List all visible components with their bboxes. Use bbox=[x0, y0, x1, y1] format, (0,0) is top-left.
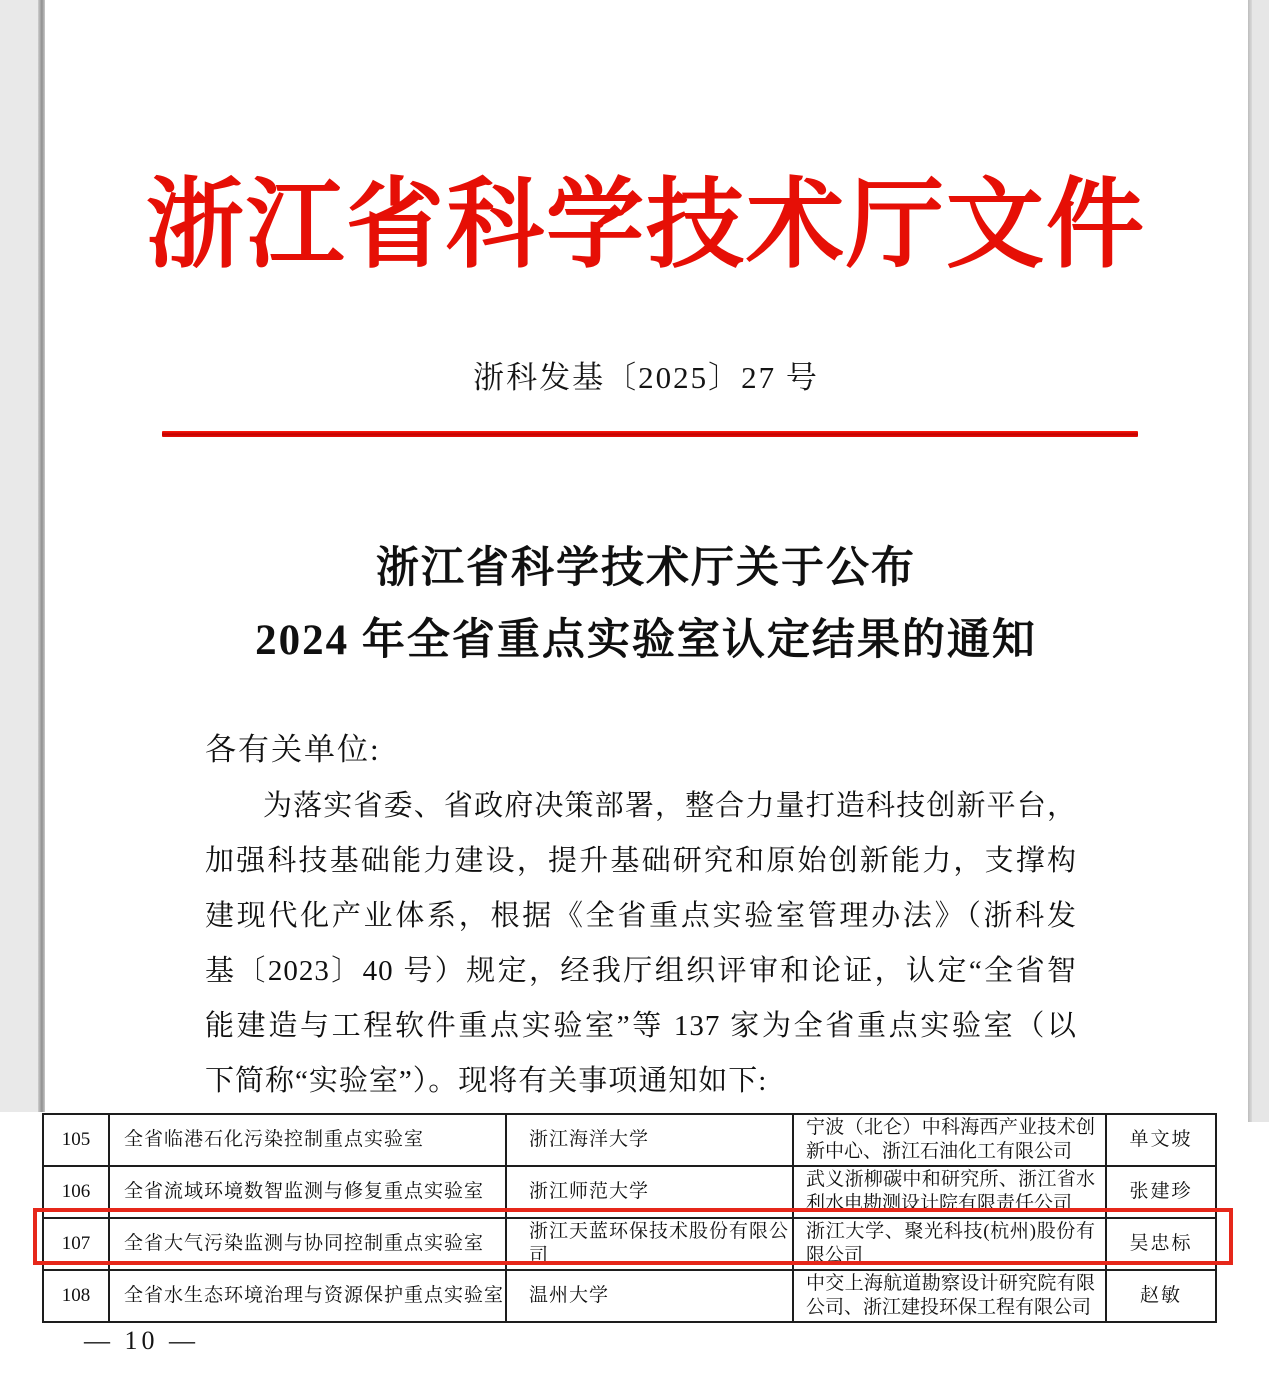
cell-director: 赵敏 bbox=[1106, 1270, 1216, 1322]
cell-director: 张建珍 bbox=[1106, 1166, 1216, 1218]
body-line: 建现代化产业体系，根据《全省重点实验室管理办法》（浙科发 bbox=[205, 900, 1077, 932]
cell-director: 单文坡 bbox=[1106, 1114, 1216, 1166]
cell-director: 吴忠标 bbox=[1106, 1218, 1216, 1270]
table-row bbox=[43, 1166, 1216, 1218]
body-line: 加强科技基础能力建设，提升基础研究和原始创新能力，支撑构 bbox=[205, 845, 1077, 877]
page-edge-shadow-right bbox=[1248, 0, 1252, 1122]
cell-no: 107 bbox=[43, 1218, 109, 1270]
cell-institution: 浙江天蓝环保技术股份有限公司 bbox=[506, 1218, 793, 1270]
table-row-highlighted bbox=[43, 1218, 1216, 1270]
cell-partners: 浙江大学、聚光科技(杭州)股份有限公司 bbox=[793, 1218, 1106, 1270]
salutation: 各有关单位: bbox=[205, 732, 381, 767]
cell-no: 108 bbox=[43, 1270, 109, 1322]
body-line: 基〔2023〕40 号）规定，经我厅组织评审和论证，认定“全省智 bbox=[205, 955, 1077, 987]
cell-partners: 宁波（北仑）中科海西产业技术创新中心、浙江石油化工有限公司 bbox=[793, 1114, 1106, 1166]
labs-table bbox=[42, 1113, 1217, 1323]
notice-title-line1: 浙江省科学技术厅关于公布 bbox=[376, 545, 916, 592]
cell-institution: 温州大学 bbox=[506, 1270, 793, 1322]
cell-institution: 浙江师范大学 bbox=[506, 1166, 793, 1218]
cell-no: 105 bbox=[43, 1114, 109, 1166]
cell-partners: 武义浙柳碳中和研究所、浙江省水利水电勘测设计院有限责任公司 bbox=[793, 1166, 1106, 1218]
doc-number: 浙科发基〔2025〕27 号 bbox=[473, 360, 819, 395]
cell-partners: 中交上海航道勘察设计研究院有限公司、浙江建投环保工程有限公司 bbox=[793, 1270, 1106, 1322]
body-line: 能建造与工程软件重点实验室”等 137 家为全省重点实验室（以 bbox=[205, 1010, 1077, 1042]
table-row bbox=[43, 1114, 1216, 1166]
cell-lab: 全省大气污染监测与协同控制重点实验室 bbox=[109, 1218, 506, 1270]
body-line: 下简称“实验室”）。现将有关事项通知如下: bbox=[205, 1065, 768, 1097]
table-row bbox=[43, 1270, 1216, 1322]
cell-lab: 全省流域环境数智监测与修复重点实验室 bbox=[109, 1166, 506, 1218]
cell-lab: 全省临港石化污染控制重点实验室 bbox=[109, 1114, 506, 1166]
cell-lab: 全省水生态环境治理与资源保护重点实验室 bbox=[109, 1270, 506, 1322]
body-line: 为落实省委、省政府决策部署，整合力量打造科技创新平台， bbox=[263, 790, 1077, 822]
cell-no: 106 bbox=[43, 1166, 109, 1218]
cell-institution: 浙江海洋大学 bbox=[506, 1114, 793, 1166]
page-number: — 10 — bbox=[84, 1326, 199, 1355]
scan-margin-right bbox=[1252, 0, 1269, 1122]
scan-margin-left bbox=[0, 0, 38, 1112]
agency-title: 浙江省科学技术厅文件 bbox=[145, 172, 1146, 280]
red-divider-rule bbox=[162, 431, 1138, 437]
notice-title-line2: 2024 年全省重点实验室认定结果的通知 bbox=[255, 617, 1037, 664]
